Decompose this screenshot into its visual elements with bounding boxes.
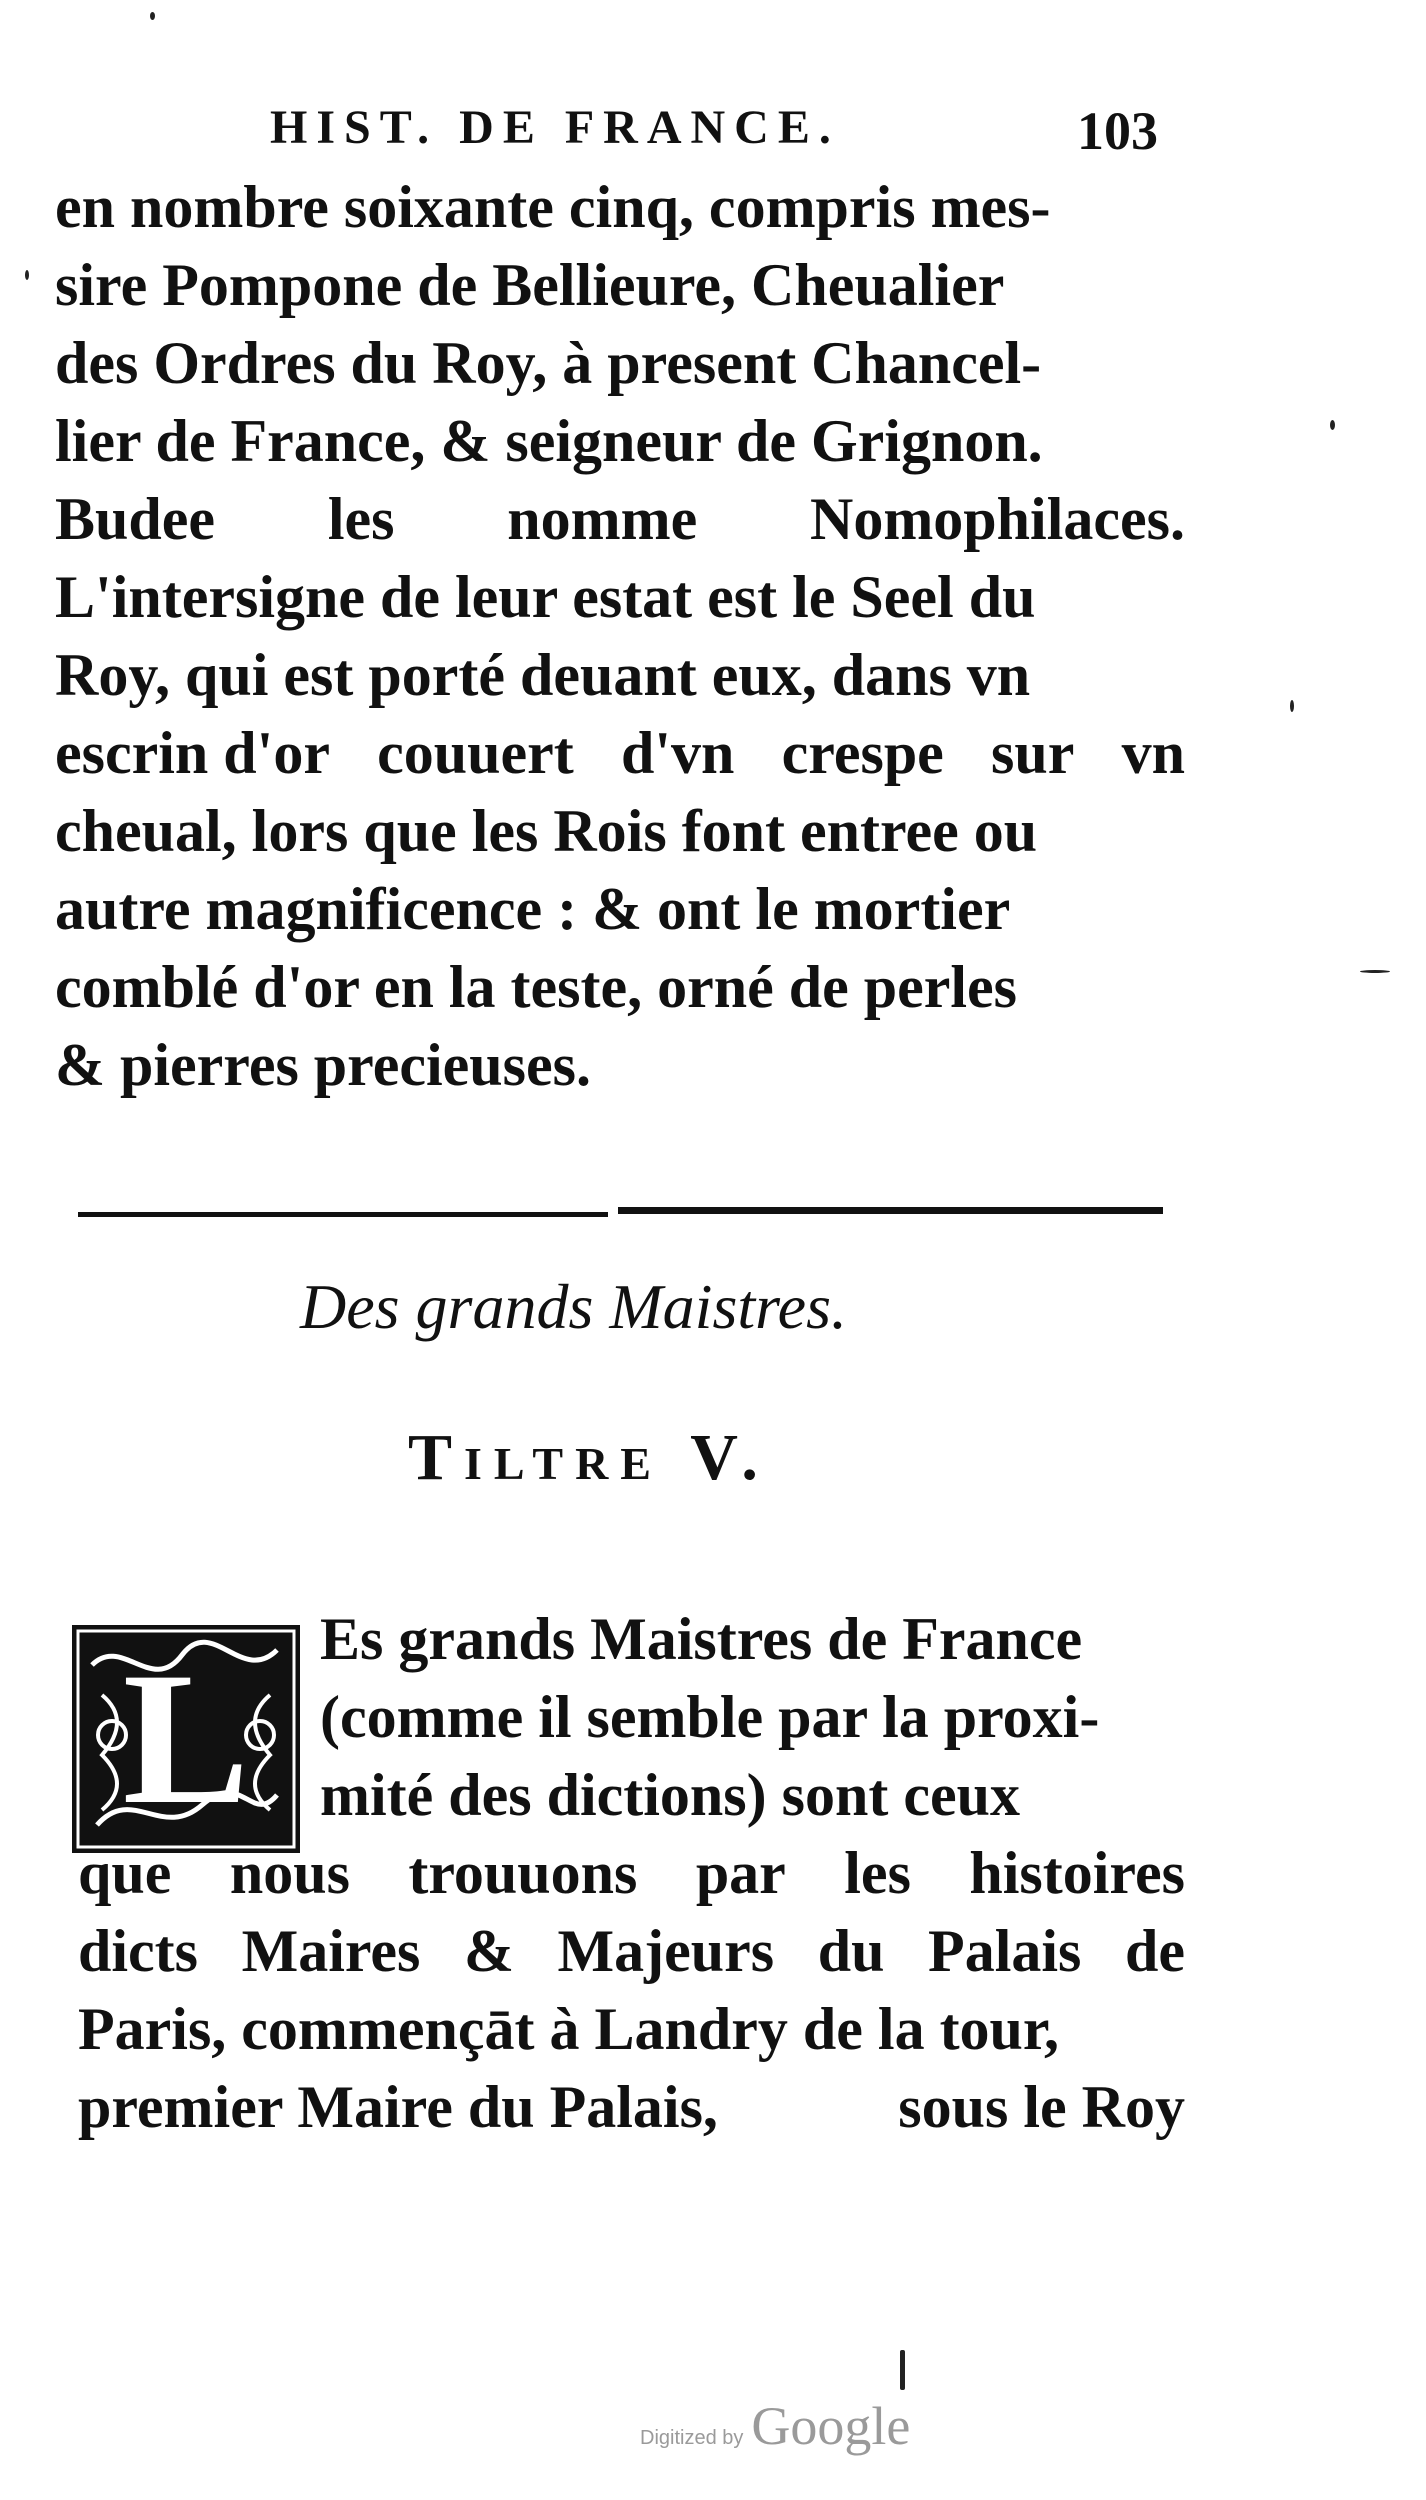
text-segment: d'vn (621, 720, 735, 786)
text-segment: sous le Roy (898, 2074, 1185, 2140)
text-segment: dicts (78, 1918, 198, 1984)
text-segment: Nomophilaces. (810, 486, 1185, 552)
text-line (55, 792, 1185, 870)
text-segment: & (463, 1918, 514, 1984)
ink-speck (25, 270, 29, 280)
text-segment: Budee (55, 486, 216, 552)
text-segment: du (817, 1918, 885, 1984)
watermark-brand: Google (751, 2396, 911, 2456)
section-rule-left (78, 1212, 608, 1217)
text-line (55, 246, 1185, 324)
text-segment: Es grands Maistres de France (320, 1606, 1083, 1672)
text-segment: nomme (507, 486, 698, 552)
ink-speck (1360, 970, 1390, 973)
digitized-watermark (640, 2395, 960, 2455)
text-line (55, 168, 1185, 246)
text-segment: autre magnificence : & ont le mortier (55, 876, 1011, 942)
text-segment: trouuons (408, 1840, 638, 1906)
ink-speck (1290, 700, 1294, 712)
text-segment: histoires (969, 1840, 1185, 1906)
text-line (78, 2068, 1185, 2146)
text-line (55, 558, 1185, 636)
text-line (78, 1912, 1185, 1990)
running-title: HIST. DE FRANCE. (270, 101, 840, 154)
text-segment: Majeurs (557, 1918, 775, 1984)
text-segment: les (844, 1840, 911, 1906)
text-line (78, 1834, 1185, 1912)
text-line (55, 870, 1185, 948)
paragraph-1 (55, 168, 1185, 1104)
text-segment: escrin d'or (55, 720, 330, 786)
text-segment: en nombre soixante cinq, compris mes- (55, 174, 1051, 240)
text-line (55, 1026, 1185, 1104)
ink-speck (900, 2350, 905, 2390)
text-segment: Maires (241, 1918, 421, 1984)
text-line (78, 1990, 1185, 2068)
text-segment: lier de France, & seigneur de Grignon. (55, 408, 1043, 474)
text-segment: cheual, lors que les Rois font entree ou (55, 798, 1038, 864)
text-segment: crespe (781, 720, 944, 786)
drop-cap-letter: L (122, 1634, 250, 1844)
running-head (270, 100, 1170, 170)
text-segment: vn (1121, 720, 1185, 786)
ornamental-drop-cap (72, 1625, 300, 1853)
text-segment: que (78, 1840, 172, 1906)
ink-speck (1330, 420, 1335, 430)
paragraph-2-below-cap (78, 1834, 1185, 2146)
text-segment: sire Pompone de Bellieure, Cheualier (55, 252, 1005, 318)
text-segment: couuert (377, 720, 574, 786)
title-label: Tiltre V. (408, 1421, 770, 1494)
text-segment: (comme il semble par la proxi- (320, 1684, 1100, 1750)
text-segment: de (1124, 1918, 1185, 1984)
text-segment: L'intersigne de leur estat est le Seel du (55, 564, 1036, 630)
text-segment: Roy, qui est porté deuant eux, dans vn (55, 642, 1031, 708)
paragraph-2-beside-cap (320, 1600, 1185, 1834)
ink-speck (150, 12, 155, 20)
text-segment: les (327, 486, 395, 552)
page-number: 103 (1077, 101, 1158, 161)
text-line (55, 402, 1185, 480)
watermark-prefix: Digitized by (640, 2427, 744, 2449)
text-segment: des Ordres du Roy, à present Chancel- (55, 330, 1042, 396)
text-line (320, 1756, 1185, 1834)
text-segment: par (695, 1840, 786, 1906)
text-line (55, 324, 1185, 402)
text-segment: Palais (928, 1918, 1082, 1984)
text-segment: Paris, commençāt à Landry de la tour, (78, 1996, 1060, 2062)
text-segment: nous (229, 1840, 350, 1906)
text-line (55, 714, 1185, 792)
text-segment: premier Maire du Palais, (78, 2074, 718, 2140)
text-segment: mité des dictions) sont ceux (320, 1762, 1020, 1828)
text-segment: sur (991, 720, 1075, 786)
text-line (320, 1678, 1185, 1756)
text-line (55, 480, 1185, 558)
text-segment: & pierres precieuses. (55, 1032, 591, 1098)
section-heading: Des grands Maistres. (300, 1271, 847, 1342)
text-line (55, 636, 1185, 714)
section-rule-right (618, 1207, 1163, 1214)
text-line (55, 948, 1185, 1026)
text-segment: comblé d'or en la teste, orné de perles (55, 954, 1018, 1020)
text-line (320, 1600, 1185, 1678)
